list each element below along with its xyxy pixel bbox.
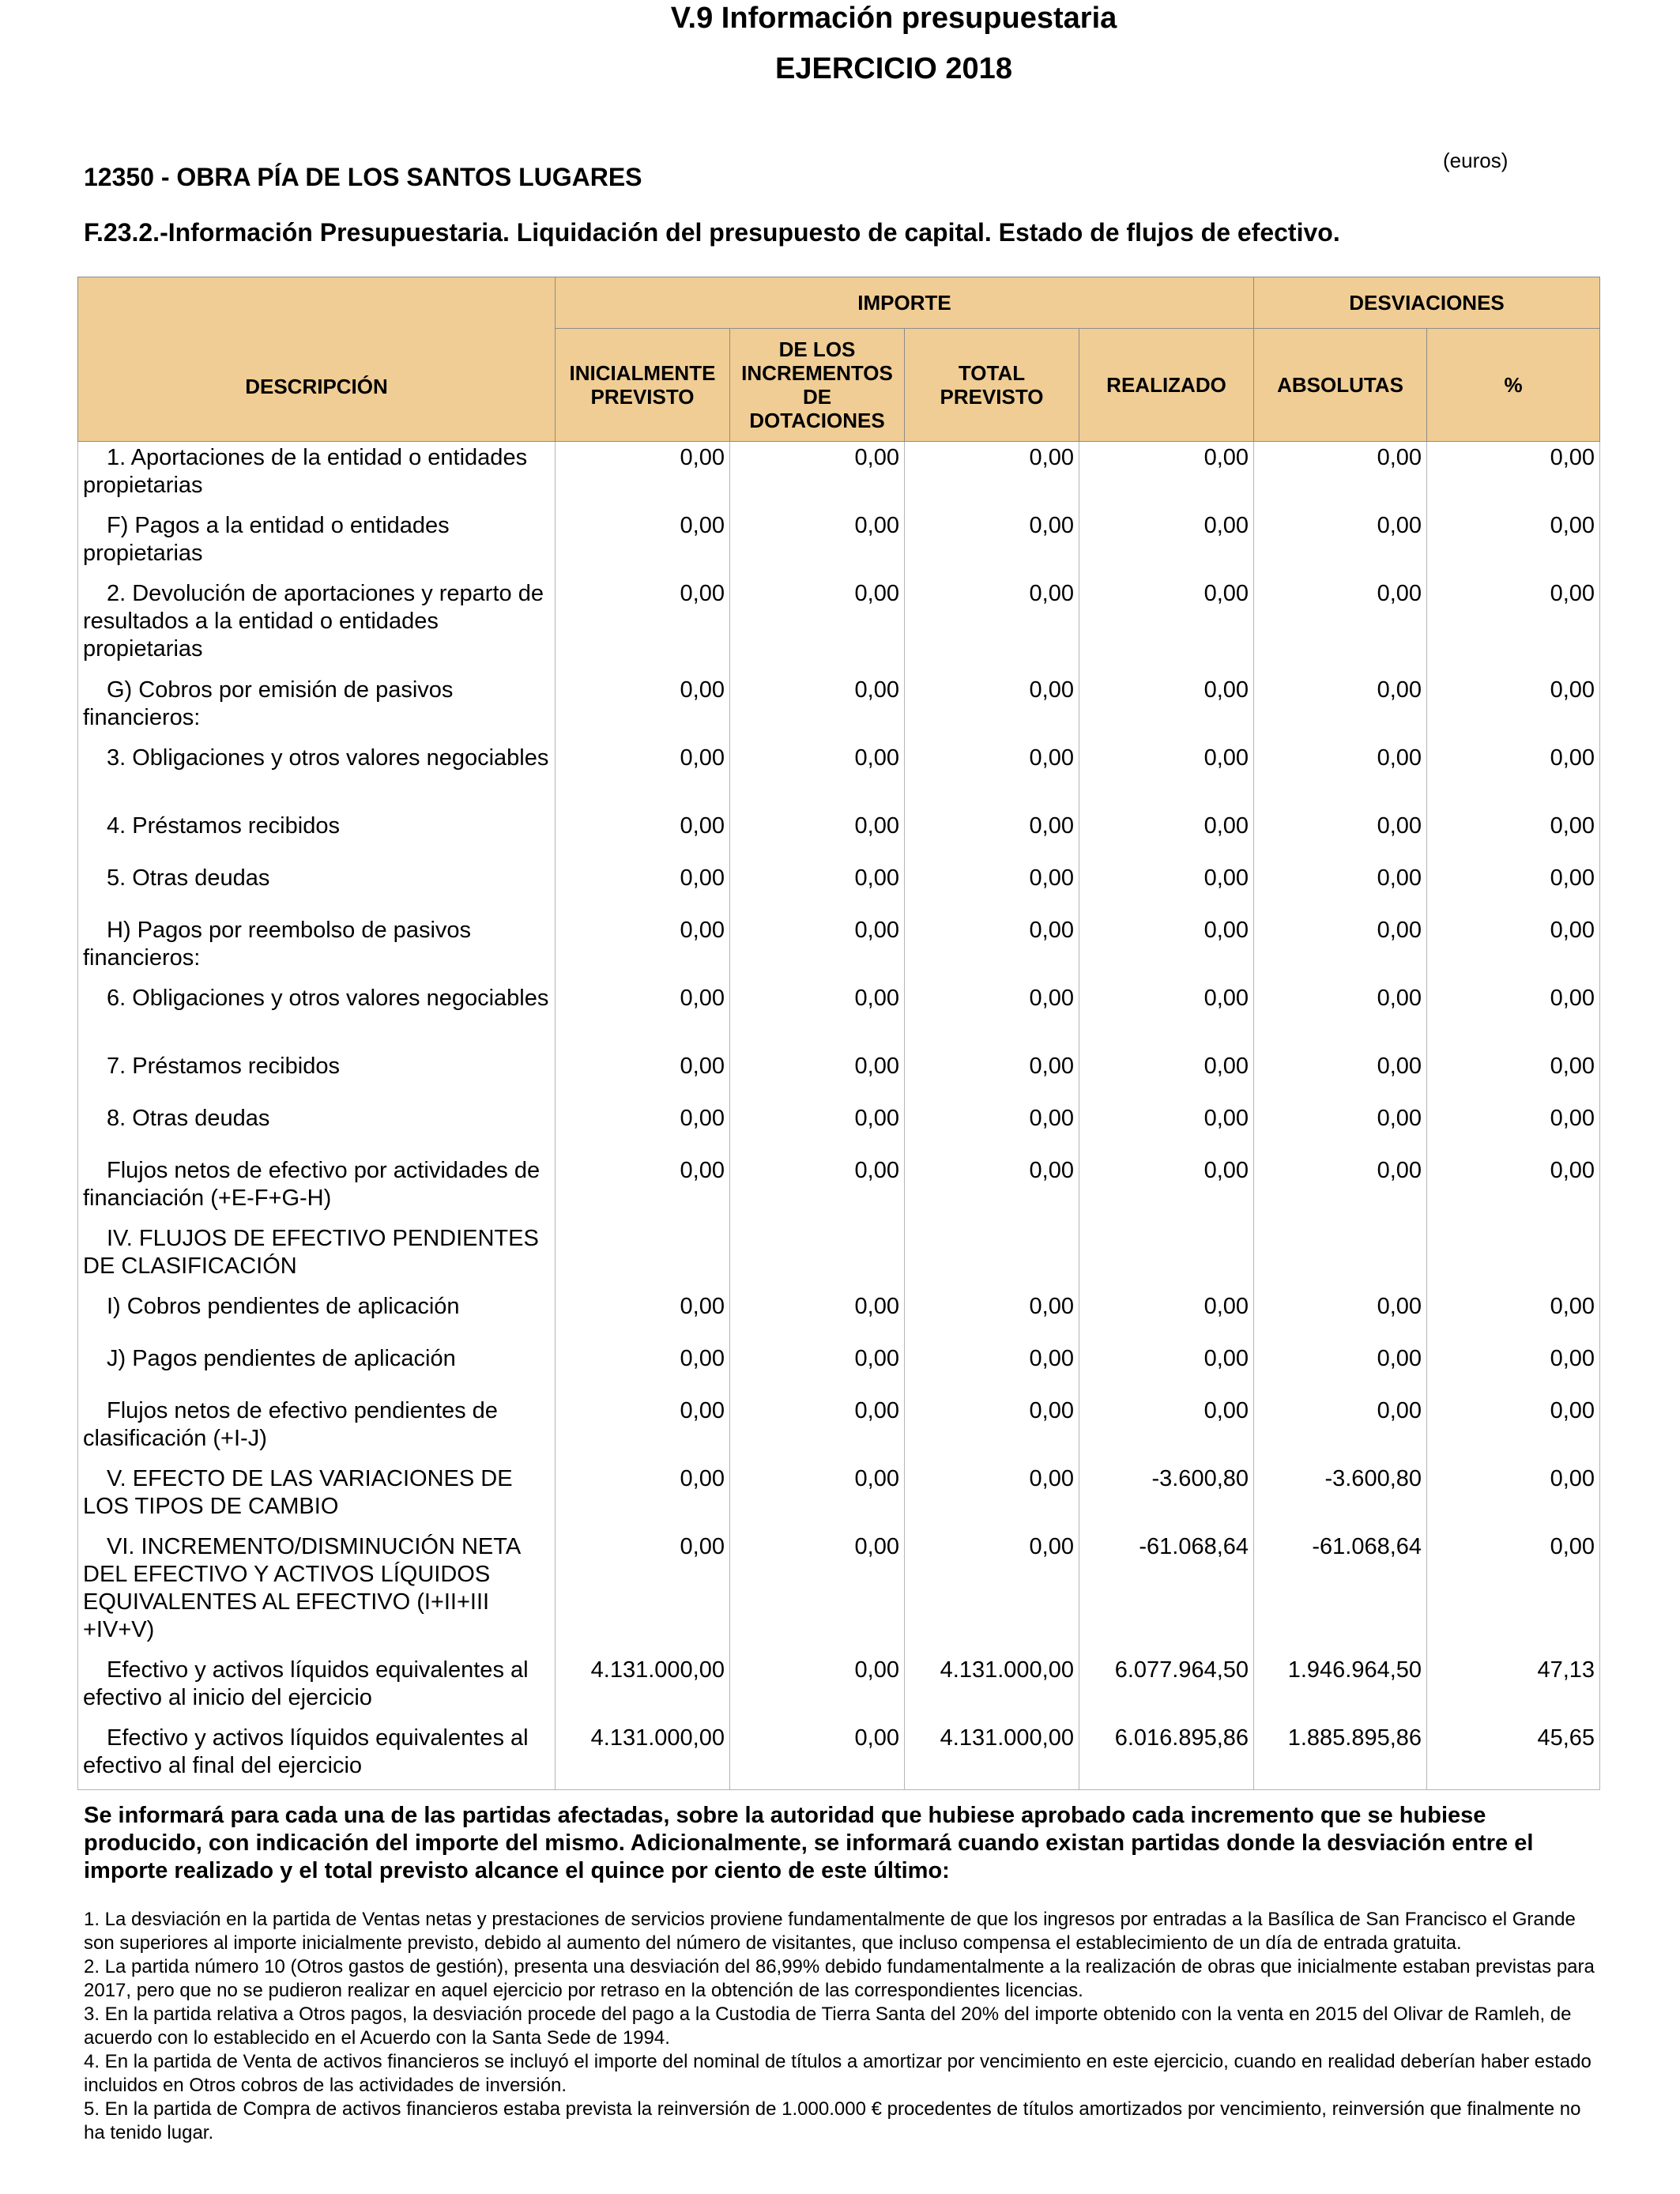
row-value: 1.946.964,50 <box>1254 1654 1427 1722</box>
col-group-desviaciones: DESVIACIONES <box>1254 277 1600 329</box>
row-value: 0,00 <box>730 862 905 914</box>
fiscal-year: EJERCICIO 2018 <box>775 52 1012 85</box>
row-value: 0,00 <box>1427 1343 1600 1395</box>
row-value: 0,00 <box>1254 578 1427 674</box>
row-value: 4.131.000,00 <box>905 1654 1079 1722</box>
row-description: F) Pagos a la entidad o entidades propietarias <box>78 510 556 578</box>
cash-flow-table <box>77 277 1600 1790</box>
row-value: 0,00 <box>1427 442 1600 510</box>
row-value: 0,00 <box>905 442 1079 510</box>
row-value: 0,00 <box>730 1463 905 1531</box>
row-value: 0,00 <box>1254 810 1427 862</box>
row-value: 0,00 <box>730 1722 905 1790</box>
table-row <box>78 510 1600 578</box>
row-value: 0,00 <box>556 674 730 742</box>
row-value: 0,00 <box>905 1343 1079 1395</box>
row-value: -61.068,64 <box>1254 1531 1427 1654</box>
row-value: 0,00 <box>1254 1103 1427 1155</box>
col-header-incrementos: DE LOS INCREMENTOS DE DOTACIONES <box>730 329 905 442</box>
row-value: 0,00 <box>1427 862 1600 914</box>
table-row <box>78 578 1600 674</box>
table-row <box>78 1531 1600 1654</box>
row-value: -3.600,80 <box>1079 1463 1254 1531</box>
row-value: 4.131.000,00 <box>556 1654 730 1722</box>
col-header-porcentaje: % <box>1427 329 1600 442</box>
row-value: 0,00 <box>905 1103 1079 1155</box>
row-value: 0,00 <box>730 1343 905 1395</box>
row-value: 0,00 <box>1427 1050 1600 1103</box>
row-value: 0,00 <box>1254 914 1427 982</box>
row-value: 0,00 <box>556 1050 730 1103</box>
row-value: 47,13 <box>1427 1654 1600 1722</box>
row-value: 0,00 <box>556 1395 730 1463</box>
table-row <box>78 1463 1600 1531</box>
row-value: 1.885.895,86 <box>1254 1722 1427 1790</box>
row-value: 0,00 <box>905 982 1079 1050</box>
row-value: 4.131.000,00 <box>556 1722 730 1790</box>
row-value: 6.016.895,86 <box>1079 1722 1254 1790</box>
footnote: 1. La desviación en la partida de Ventas netas y prestaciones de servicios proviene fundamentalmente de que los ingresos por entradas a la Basílica de San Francisco el Grande son superiores al importe inicialmente previsto, debido al aumento del número de visitantes, que incluso compensa el establecimiento de un día de entrada gratuita. <box>84 1909 1576 1954</box>
table-row <box>78 810 1600 862</box>
row-value <box>556 1223 730 1291</box>
row-value <box>905 1223 1079 1291</box>
row-value: 0,00 <box>1427 914 1600 982</box>
row-description: G) Cobros por emisión de pasivos financieros: <box>78 674 556 742</box>
row-description: VI. INCREMENTO/DISMINUCIÓN NETA DEL EFECTIVO Y ACTIVOS LÍQUIDOS EQUIVALENTES AL EFECTIVO (I+II+III +IV+V) <box>78 1531 556 1654</box>
row-value: 0,00 <box>1254 1343 1427 1395</box>
row-value: 0,00 <box>1079 1103 1254 1155</box>
row-value: 0,00 <box>905 1155 1079 1223</box>
row-value <box>1254 1223 1427 1291</box>
row-value <box>1079 1223 1254 1291</box>
row-value: 0,00 <box>1079 1395 1254 1463</box>
row-value: 0,00 <box>1079 1050 1254 1103</box>
row-value: 0,00 <box>730 982 905 1050</box>
row-value: 0,00 <box>730 1155 905 1223</box>
row-description: IV. FLUJOS DE EFECTIVO PENDIENTES DE CLASIFICACIÓN <box>78 1223 556 1291</box>
table-row <box>78 742 1600 810</box>
row-value: 0,00 <box>1079 914 1254 982</box>
row-description: Efectivo y activos líquidos equivalentes al efectivo al inicio del ejercicio <box>78 1654 556 1722</box>
row-value: 0,00 <box>730 810 905 862</box>
col-group-importe: IMPORTE <box>556 277 1254 329</box>
row-value: 0,00 <box>730 442 905 510</box>
table-row <box>78 862 1600 914</box>
row-value: 0,00 <box>1254 1291 1427 1343</box>
row-value: 0,00 <box>905 1291 1079 1343</box>
row-value: 0,00 <box>730 1395 905 1463</box>
row-value: 0,00 <box>1079 442 1254 510</box>
row-value: 0,00 <box>1427 1531 1600 1654</box>
table-row <box>78 1223 1600 1291</box>
row-value: 0,00 <box>556 1103 730 1155</box>
row-value: 0,00 <box>1254 742 1427 810</box>
row-value: 0,00 <box>556 1531 730 1654</box>
row-description: 4. Préstamos recibidos <box>78 810 556 862</box>
table-row <box>78 1343 1600 1395</box>
row-value: 0,00 <box>1079 1155 1254 1223</box>
row-value: 0,00 <box>730 510 905 578</box>
row-value <box>730 1223 905 1291</box>
table-row <box>78 674 1600 742</box>
row-value: 0,00 <box>730 578 905 674</box>
footnote: 5. En la partida de Compra de activos financieros estaba prevista la reinversión de 1.000.000 € procedentes de títulos amortizados por vencimiento, reinversión que finalmente no ha tenido lugar. <box>84 2098 1581 2143</box>
page-title: V.9 Información presupuestaria <box>670 2 1117 35</box>
row-value: 0,00 <box>730 674 905 742</box>
row-value: 0,00 <box>1254 442 1427 510</box>
row-description: 5. Otras deudas <box>78 862 556 914</box>
row-value: 0,00 <box>1427 1103 1600 1155</box>
row-value: 0,00 <box>730 742 905 810</box>
row-value: 0,00 <box>730 1050 905 1103</box>
col-header-realizado: REALIZADO <box>1079 329 1254 442</box>
table-row <box>78 1395 1600 1463</box>
row-value: 0,00 <box>1079 510 1254 578</box>
row-description: Flujos netos de efectivo por actividades de financiación (+E-F+G-H) <box>78 1155 556 1223</box>
row-value: 0,00 <box>556 742 730 810</box>
row-description: 8. Otras deudas <box>78 1103 556 1155</box>
row-value: 0,00 <box>1427 810 1600 862</box>
row-value: 0,00 <box>1079 982 1254 1050</box>
row-value: 0,00 <box>1427 1395 1600 1463</box>
footnote: 3. En la partida relativa a Otros pagos, la desviación procede del pago a la Custodia de Tierra Santa del 20% del importe obtenido con la venta en 2015 del Olivar de Ramleh, de acuerdo con lo establecido en el Acuerdo con la Santa Sede de 1994. <box>84 2004 1572 2049</box>
row-value: 0,00 <box>905 810 1079 862</box>
row-description: Efectivo y activos líquidos equivalentes al efectivo al final del ejercicio <box>78 1722 556 1790</box>
row-description: H) Pagos por reembolso de pasivos financieros: <box>78 914 556 982</box>
row-value: 0,00 <box>1079 578 1254 674</box>
footnote: 2. La partida número 10 (Otros gastos de gestión), presenta una desviación del 86,99% debido fundamentalmente a la realización de obras que inicialmente estaban previstas para 2017, pero que no se pudieron realizar en aquel ejercicio por retraso en la obtención de las correspondientes licencias. <box>84 1956 1595 2001</box>
row-value: 0,00 <box>730 1291 905 1343</box>
row-description: 1. Aportaciones de la entidad o entidades propietarias <box>78 442 556 510</box>
row-value: 0,00 <box>905 914 1079 982</box>
row-value: 4.131.000,00 <box>905 1722 1079 1790</box>
row-description: 7. Préstamos recibidos <box>78 1050 556 1103</box>
row-value: 0,00 <box>556 442 730 510</box>
row-value: 0,00 <box>905 510 1079 578</box>
row-value: 0,00 <box>1427 1463 1600 1531</box>
row-value <box>1427 1223 1600 1291</box>
table-row <box>78 1155 1600 1223</box>
row-value: 0,00 <box>905 578 1079 674</box>
row-value: 0,00 <box>1079 810 1254 862</box>
row-value: -61.068,64 <box>1079 1531 1254 1654</box>
row-value: 0,00 <box>556 914 730 982</box>
row-value: 0,00 <box>905 1395 1079 1463</box>
row-value: 45,65 <box>1427 1722 1600 1790</box>
col-header-inicialmente-previsto: INICIALMENTE PREVISTO <box>556 329 730 442</box>
table-row <box>78 442 1600 510</box>
row-description: J) Pagos pendientes de aplicación <box>78 1343 556 1395</box>
row-value: 0,00 <box>1079 862 1254 914</box>
col-header-descripcion: DESCRIPCIÓN <box>78 277 556 442</box>
table-row <box>78 1103 1600 1155</box>
row-value: 0,00 <box>556 1343 730 1395</box>
row-value: 0,00 <box>556 578 730 674</box>
row-value: 0,00 <box>1254 1395 1427 1463</box>
report-subtitle: F.23.2.-Información Presupuestaria. Liquidación del presupuesto de capital. Estado de flujos de efectivo. <box>84 218 1340 247</box>
row-value: 0,00 <box>1427 674 1600 742</box>
row-value: 0,00 <box>1254 862 1427 914</box>
row-value: 0,00 <box>1079 1291 1254 1343</box>
row-value: 0,00 <box>1254 510 1427 578</box>
row-value: 0,00 <box>1427 742 1600 810</box>
row-value: 0,00 <box>1427 1155 1600 1223</box>
table-row <box>78 914 1600 982</box>
row-value: 0,00 <box>730 1531 905 1654</box>
row-value: 0,00 <box>1254 982 1427 1050</box>
row-description: V. EFECTO DE LAS VARIACIONES DE LOS TIPOS DE CAMBIO <box>78 1463 556 1531</box>
table-row <box>78 1722 1600 1790</box>
footnote: 4. En la partida de Venta de activos financieros se incluyó el importe del nominal de títulos a amortizar por vencimiento en este ejercicio, cuando en realidad deberían haber estado incluidos en Otros cobros de las actividades de inversión. <box>84 2051 1591 2096</box>
row-value: 0,00 <box>730 1654 905 1722</box>
table-row <box>78 1050 1600 1103</box>
reporting-instructions: Se informará para cada una de las partidas afectadas, sobre la autoridad que hubiese aprobado cada incremento que se hubiese producido, con indicación del importe del mismo. Adicionalmente, se informará cuando existan partidas donde la desviación entre el importe realizado y el total previsto alcance el quince por ciento de este último: <box>84 1803 1534 1883</box>
table-row <box>78 982 1600 1050</box>
row-value: 0,00 <box>905 1463 1079 1531</box>
table-row <box>78 1654 1600 1722</box>
col-header-total-previsto: TOTAL PREVISTO <box>905 329 1079 442</box>
row-value: 0,00 <box>1079 674 1254 742</box>
row-value: 0,00 <box>905 1050 1079 1103</box>
row-value: 0,00 <box>1254 1155 1427 1223</box>
row-value: 0,00 <box>905 862 1079 914</box>
row-description: Flujos netos de efectivo pendientes de clasificación (+I-J) <box>78 1395 556 1463</box>
row-value: 0,00 <box>1427 578 1600 674</box>
col-header-absolutas: ABSOLUTAS <box>1254 329 1427 442</box>
table-row <box>78 1291 1600 1343</box>
row-value: 0,00 <box>905 674 1079 742</box>
row-value: 0,00 <box>1427 1291 1600 1343</box>
row-value: 0,00 <box>1079 1343 1254 1395</box>
row-value: 0,00 <box>1254 674 1427 742</box>
entity-name: 12350 - OBRA PÍA DE LOS SANTOS LUGARES <box>84 163 642 191</box>
currency-unit: (euros) <box>1443 149 1509 172</box>
row-value: 0,00 <box>556 510 730 578</box>
row-value: 0,00 <box>1427 510 1600 578</box>
row-value: 0,00 <box>556 810 730 862</box>
row-value: 0,00 <box>905 1531 1079 1654</box>
row-description: 6. Obligaciones y otros valores negociables <box>78 982 556 1050</box>
row-value: 0,00 <box>905 742 1079 810</box>
row-value: 6.077.964,50 <box>1079 1654 1254 1722</box>
row-description: I) Cobros pendientes de aplicación <box>78 1291 556 1343</box>
row-value: 0,00 <box>556 1291 730 1343</box>
row-description: 3. Obligaciones y otros valores negociables <box>78 742 556 810</box>
row-description: 2. Devolución de aportaciones y reparto de resultados a la entidad o entidades propietarias <box>78 578 556 674</box>
row-value: 0,00 <box>1254 1050 1427 1103</box>
footnotes <box>84 1908 1598 2145</box>
row-value: 0,00 <box>1427 982 1600 1050</box>
row-value: 0,00 <box>730 1103 905 1155</box>
row-value: 0,00 <box>730 914 905 982</box>
row-value: 0,00 <box>556 1155 730 1223</box>
row-value: 0,00 <box>556 862 730 914</box>
row-value: -3.600,80 <box>1254 1463 1427 1531</box>
row-value: 0,00 <box>556 982 730 1050</box>
row-value: 0,00 <box>1079 742 1254 810</box>
row-value: 0,00 <box>556 1463 730 1531</box>
